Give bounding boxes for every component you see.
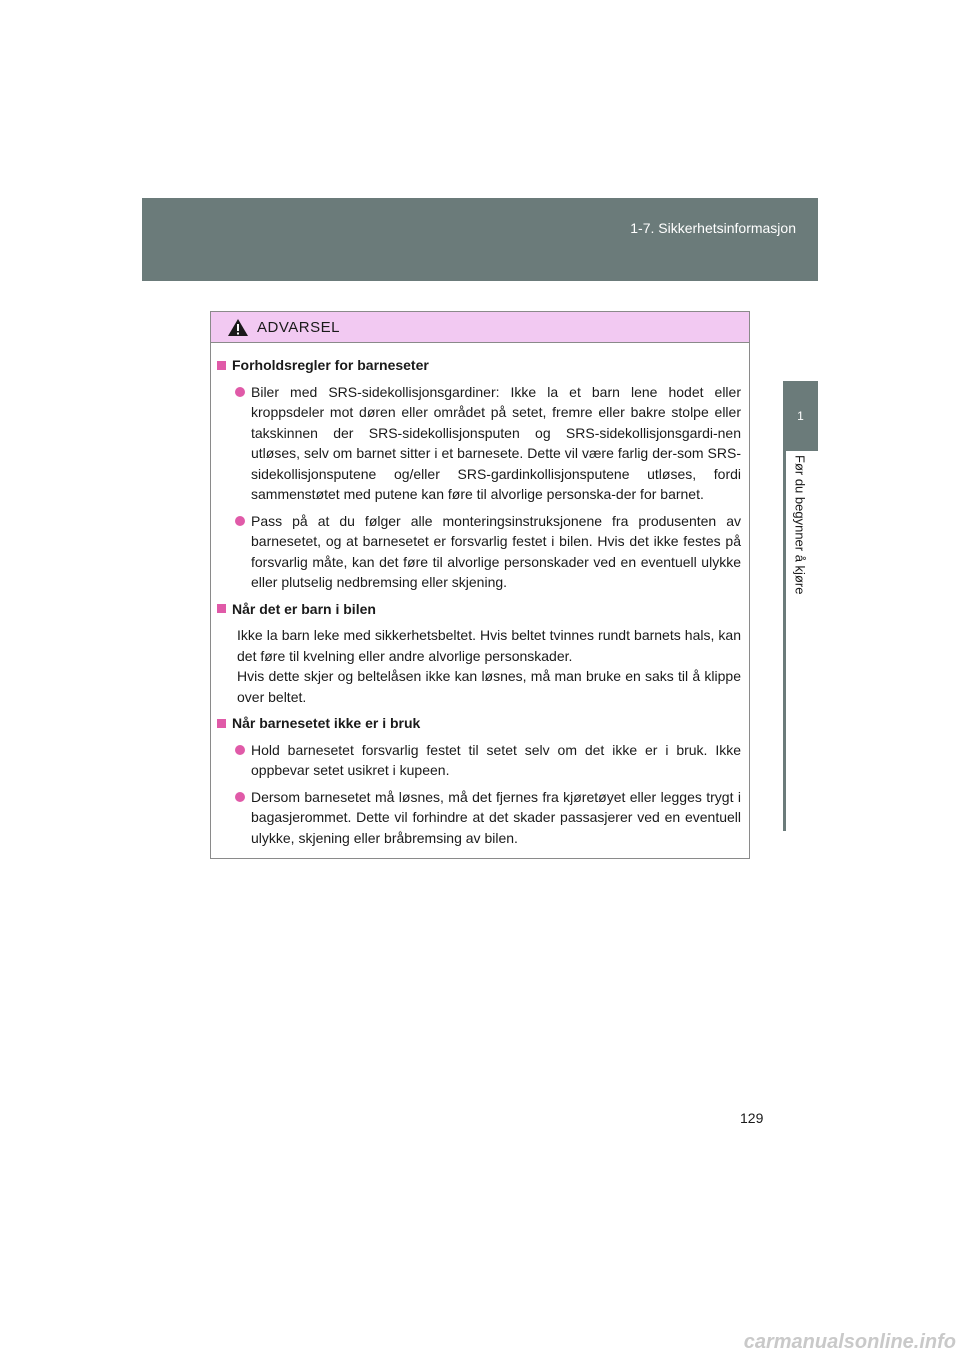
list-item: Pass på at du følger alle monteringsinstruksjonene fra produsenten av barnesetet, og at barnesetet er forsvarlig festet i bilen. Hvis det ikke festes på forsvarlig måte, kan det føre til alvorlige personskader ved en eventuell ulykke eller plutselig nedbremsing eller skjening. bbox=[217, 511, 741, 593]
square-bullet-icon bbox=[217, 604, 226, 613]
chapter-side-title: Før du begynner å kjøre bbox=[792, 455, 808, 595]
page-number: 129 bbox=[740, 1110, 764, 1126]
list-item: Biler med SRS-sidekollisjonsgardiner: Ikke la et barn lene hodet eller kroppsdeler mot døren eller området på setet, fremre eller bakre stolpe eller takskinnen der SRS-sidekollisjonsputen og SRS-sidekollisjonsgardi-nen utløses, selv om barnet sitter i et barnesete. Dette vil være farlig der-som SRS-sidekollisjonsputene og/eller SRS-gardinkollisjonsputene utløses, fordi sammenstøtet med putene kan føre til alvorlige personska-der for barnet. bbox=[217, 382, 741, 505]
section-title: 1-7. Sikkerhetsinformasjon bbox=[630, 220, 796, 236]
chapter-number-tab: 1 bbox=[783, 381, 818, 451]
chapter-header-band bbox=[142, 198, 818, 281]
warning-body bbox=[211, 343, 749, 848]
list-item: Hold barnesetet forsvarlig festet til setet selv om det ikke er i bruk. Ikke oppbevar setet usikret i kupeen. bbox=[217, 740, 741, 781]
warning-box bbox=[210, 311, 750, 859]
section-heading: Når barnesetet ikke er i bruk bbox=[217, 713, 741, 734]
paragraph: Ikke la barn leke med sikkerhetsbeltet. Hvis beltet tvinnes rundt barnets hals, kan det føre til kvelning eller andre alvorlige personskader. Hvis dette skjer og beltelåsen ikke kan løsnes, må man bruke en saks til å klippe over beltet. bbox=[237, 627, 741, 705]
square-bullet-icon bbox=[217, 361, 226, 370]
dot-bullet-icon bbox=[235, 792, 245, 802]
warning-triangle-icon bbox=[227, 318, 249, 337]
watermark-link[interactable]: carmanualsonline.info bbox=[743, 1330, 956, 1353]
list-item: Dersom barnesetet må løsnes, må det fjernes fra kjøretøyet eller legges trygt i bagasjerommet. Dette vil forhindre at det skader passasjerer ved en eventuell ulykke, skjening eller bråbremsing av bilen. bbox=[217, 787, 741, 849]
section-heading: Når det er barn i bilen bbox=[217, 599, 741, 620]
section-heading: Forholdsregler for barneseter bbox=[217, 355, 741, 376]
warning-title: ADVARSEL bbox=[257, 318, 340, 336]
dot-bullet-icon bbox=[235, 387, 245, 397]
warning-header bbox=[211, 312, 749, 343]
dot-bullet-icon bbox=[235, 745, 245, 755]
square-bullet-icon bbox=[217, 719, 226, 728]
dot-bullet-icon bbox=[235, 516, 245, 526]
